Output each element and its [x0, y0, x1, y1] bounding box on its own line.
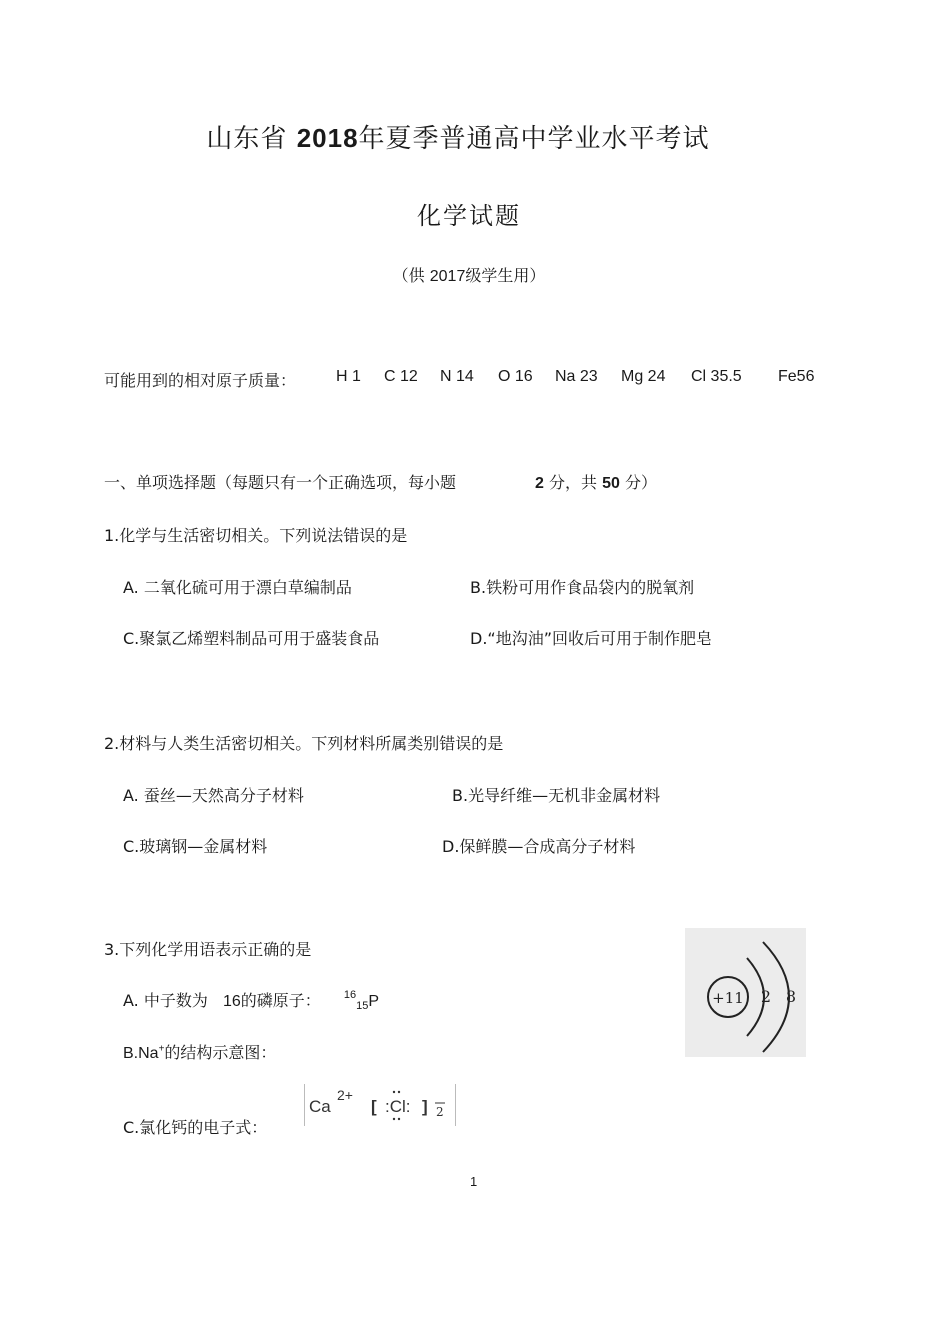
bracket-open: [: [371, 1097, 377, 1116]
option-b-ion: B.Na: [123, 1045, 159, 1062]
calcium-chloride-electron-formula: [304, 1084, 456, 1126]
shell-2-electrons: 8: [785, 987, 797, 1006]
option-a-number: 16: [222, 993, 241, 1010]
mass-item: C 12: [384, 368, 418, 385]
note-open: （供: [392, 266, 425, 285]
heading-c: 分）: [625, 473, 658, 492]
option-b-charge: +: [158, 1043, 165, 1055]
atom-structure-svg: [685, 928, 806, 1057]
isotope-mass-number: 16: [343, 989, 357, 1001]
mass-item: N 14: [440, 368, 474, 385]
question-2-option-d: D.保鲜膜—合成高分子材料: [442, 837, 636, 856]
mass-item: Na 23: [555, 368, 598, 385]
mass-item: Cl 35.5: [691, 368, 742, 385]
page-number: 1: [470, 1174, 478, 1189]
masses-label: 可能用到的相对原子质量：: [104, 371, 297, 390]
question-1-stem: 1.化学与生活密切相关。下列说法错误的是: [104, 526, 408, 545]
option-a-text2: 的磷原子：: [240, 991, 321, 1010]
mass-item: O 16: [498, 368, 533, 385]
question-3-option-a: [123, 988, 379, 1011]
question-2-option-a: A. 蚕丝—天然高分子材料: [123, 786, 304, 805]
title-province: 山东省: [206, 124, 288, 154]
electron-dot: [398, 1118, 400, 1120]
question-2-stem: 2.材料与人类生活密切相关。下列材料所属类别错误的是: [104, 734, 504, 753]
option-b-text: 的结构示意图：: [164, 1043, 277, 1062]
question-1-option-d: D.“地沟油”回收后可用于制作肥皂: [470, 629, 712, 648]
question-1-option-a: A. 二氧化硫可用于漂白草编制品: [123, 578, 352, 597]
mass-item: Mg 24: [621, 368, 666, 385]
question-1-option-b: B.铁粉可用作食品袋内的脱氧剂: [470, 578, 695, 597]
option-a-text: A. 中子数为: [123, 991, 208, 1010]
total-points: 50: [602, 475, 620, 492]
section-heading-scoring: [535, 470, 657, 493]
exam-note: [0, 263, 938, 286]
title-rest: 年夏季普通高中学业水平考试: [358, 124, 710, 154]
electron-dot: [398, 1091, 400, 1093]
question-1-option-c: C.聚氯乙烯塑料制品可用于盛装食品: [123, 629, 380, 648]
question-2-option-c: C.玻璃钢—金属材料: [123, 837, 268, 856]
question-2-option-b: B.光导纤维—无机非金属材料: [452, 786, 661, 805]
note-close: 级学生用）: [465, 266, 546, 285]
heading-b: 分，共: [549, 473, 598, 492]
electron-dot: [393, 1091, 395, 1093]
isotope-atomic-number: 15: [356, 1000, 369, 1012]
note-year: 2017: [429, 268, 466, 285]
question-3-option-c: C.氯化钙的电子式：: [123, 1118, 268, 1137]
mass-item: Fe56: [778, 368, 815, 385]
electron-formula-svg: [305, 1084, 455, 1126]
question-3-option-b: [123, 1040, 276, 1063]
points-per-question: 2: [535, 475, 544, 492]
isotope-symbol: P: [368, 993, 380, 1010]
calcium-symbol: Ca: [309, 1097, 331, 1116]
nucleus-charge: +11: [712, 989, 744, 1007]
electron-dot: [393, 1118, 395, 1120]
question-3-stem: 3.下列化学用语表示正确的是: [104, 940, 312, 959]
shell-1-electrons: 2: [760, 987, 772, 1006]
bracket-close: ]: [422, 1097, 428, 1116]
title-year: 2018: [296, 123, 359, 153]
chlorine-symbol: :Cl:: [385, 1097, 411, 1116]
chloride-subscript: 2: [436, 1105, 444, 1119]
calcium-charge: 2+: [337, 1087, 353, 1103]
exam-subtitle: 化学试题: [417, 202, 521, 230]
sodium-ion-structure-diagram: [685, 928, 806, 1057]
exam-title: [0, 118, 916, 155]
section-heading-text: 一、单项选择题（每题只有一个正确选项，每小题: [104, 473, 457, 492]
mass-item: H 1: [336, 368, 361, 385]
